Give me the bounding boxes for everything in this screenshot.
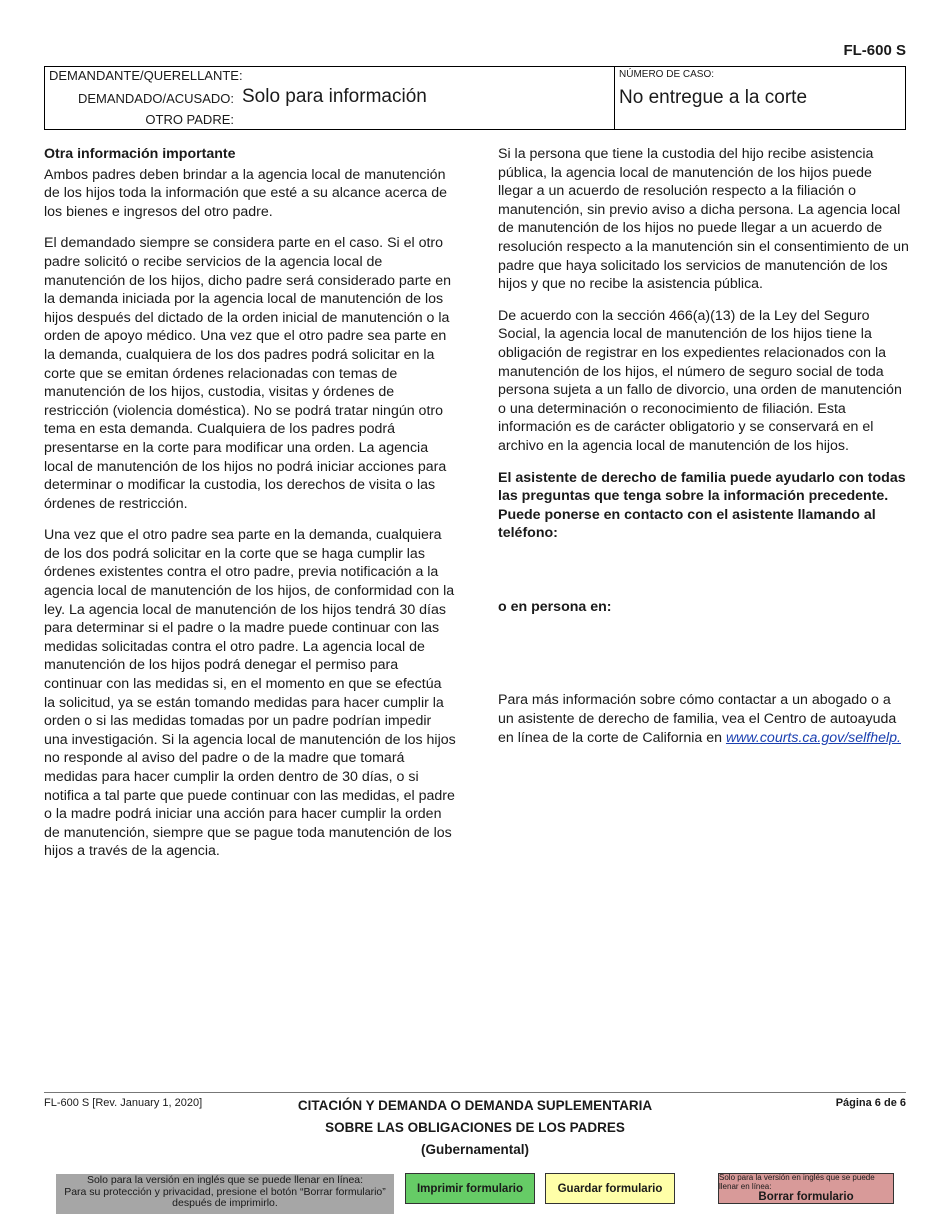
case-number-label: NÚMERO DE CASO: (619, 69, 715, 80)
form-title-line1: CITACIÓN Y DEMANDA O DEMANDA SUPLEMENTARIA (297, 1098, 653, 1113)
paragraph-facilitator-contact: El asistente de derecho de familia puede ayudarlo con todas las preguntas que tenga sobre la información precedente. Puede ponerse en contacto con el asistente llamando al teléfono: (498, 469, 906, 542)
form-revision: FL-600 S [Rev. January 1, 2020] (44, 1097, 203, 1109)
privacy-notice (56, 1174, 394, 1214)
respondent-value: Solo para información (242, 86, 427, 107)
footer-divider (44, 1092, 906, 1093)
section-heading: Otra información importante (44, 146, 236, 162)
petitioner-label: DEMANDANTE/QUERELLANTE: (49, 68, 243, 83)
paragraph-social-security: De acuerdo con la sección 466(a)(13) de la Ley del Seguro Social, la agencia local de manutención de los hijos tiene la obligación de registrar en los expedientes relacionados con la manutención de los hijos, el número de seguro social de toda persona sujeta a un fallo de divorcio, una orden de manutención o una determinación o reconocimiento de filiación. Esta información es de carácter obligatorio y se conservará en el archivo en la agencia local de manutención de los hijos. (498, 307, 902, 454)
notice-line2: Para su protección y privacidad, presione el botón “Borrar formulario” (64, 1185, 386, 1198)
paragraph-enforcement: Una vez que el otro padre sea parte en la demanda, cualquiera de los dos podrá solicitar en la corte que se haga cumplir las órdenes existentes contra el otro padre, previa notificación a la agencia local de manutención de los hijos, de conformidad con la ley. La agencia local de manutención de los hijos tendrá 30 días para determinar si el padre o la madre puede continuar con las medidas solicitadas contra el otro padre. La agencia local de manutención de los hijos podrá denegar el permiso para continuar con las medidas si, en el momento en que se efectúa la solicitud, ya se están tomando medidas para hacer cumplir la orden o si las medidas tomadas por un padre podrían impedir una investigación. Si la agencia local de manutención de los hijos no responde al aviso del padre o de la madre que tomará medidas para hacer cumplir la orden dentro de 30 días, o si notifica a tal parte que puede continuar con las medidas, el padre o la madre podrá iniciar una acción para hacer cumplir la orden de manutención, siempre que se pague toda manutención de los hijos a través de la agencia. (44, 527, 456, 860)
form-title (250, 1095, 700, 1161)
right-column (498, 145, 910, 760)
clear-form-button[interactable] (718, 1173, 894, 1204)
paragraph-information-sharing: Ambos padres deben brindar a la agencia local de manutención de los hijos toda la información que esté a su alcance acerca de los bienes e ingresos del otro padre. (44, 166, 448, 220)
phone-blank (498, 556, 910, 598)
selfhelp-link[interactable]: www.courts.ca.gov/selfhelp. (725, 729, 901, 746)
other-parent-label: OTRO PADRE: (145, 112, 234, 127)
paragraph-more-info (498, 691, 910, 747)
case-number-box (615, 67, 905, 129)
party-names-box (45, 67, 615, 129)
paragraph-public-assistance: Si la persona que tiene la custodia del hijo recibe asistencia pública, la agencia local de manutención de los hijos puede llegar a un acuerdo de resolución respecto a la filiación o manutención, sin previo aviso a dicha persona. La agencia local de manutención de los hijos no puede llegar a un acuerdo de resolución respecto a la manutención sin el consentimiento de un padre que haya solicitado los servicios de manutención de los hijos y que no recibe la asistencia pública. (498, 146, 909, 293)
form-title-line2: SOBRE LAS OBLIGACIONES DE LOS PADRES (325, 1120, 625, 1135)
case-number-value: No entregue a la corte (619, 87, 808, 108)
notice-line3: después de imprimirlo. (172, 1197, 278, 1209)
notice-line1: Solo para la versión en inglés que se puede llenar en línea: (86, 1174, 364, 1186)
page-number: Página 6 de 6 (835, 1097, 906, 1109)
more-info-text: Para más información sobre cómo contactar a un abogado o a un asistente de derecho de familia, vea el Centro de autoayuda en línea de la corte de California en (498, 692, 897, 746)
form-number: FL-600 S (843, 42, 906, 59)
clear-form-note: Solo para la versión en inglés que se puede llenar en línea: (719, 1173, 875, 1191)
address-blank (498, 629, 910, 691)
paragraph-respondent-party: El demandado siempre se considera parte en el caso. Si el otro padre solicitó o recibe servicios de la agencia local de manutención de los hijos, dicho padre será considerado parte en la demanda iniciada por la agencia local de manutención de los hijos después del dictado de la orden inicial de manutención o la orden de apoyo médico. Una vez que el otro padre sea parte en la demanda, cualquiera de los dos padres podrá solicitar en la corte que se emitan órdenes relacionadas con temas de manutención de los hijos, custodia, visitas y órdenes de restricción (violencia doméstica). No se podrá tratar ningún otro tema en esta demanda. Cualquiera de los padres podrá presentarse en la corte para modificar una orden. La agencia local de manutención de los hijos no podrá iniciar acciones para determinar o modificar la custodia, los derechos de visita o las órdenes de restricción. (44, 235, 451, 512)
respondent-label: DEMANDADO/ACUSADO: (77, 91, 234, 106)
left-column (44, 145, 456, 874)
print-form-button[interactable]: Imprimir formulario (405, 1173, 535, 1204)
clear-form-label: Borrar formulario (758, 1191, 854, 1203)
save-form-button[interactable]: Guardar formulario (545, 1173, 675, 1204)
form-title-line3: (Gubernamental) (420, 1142, 529, 1157)
case-caption (44, 66, 906, 130)
in-person-label: o en persona en: (498, 598, 612, 615)
